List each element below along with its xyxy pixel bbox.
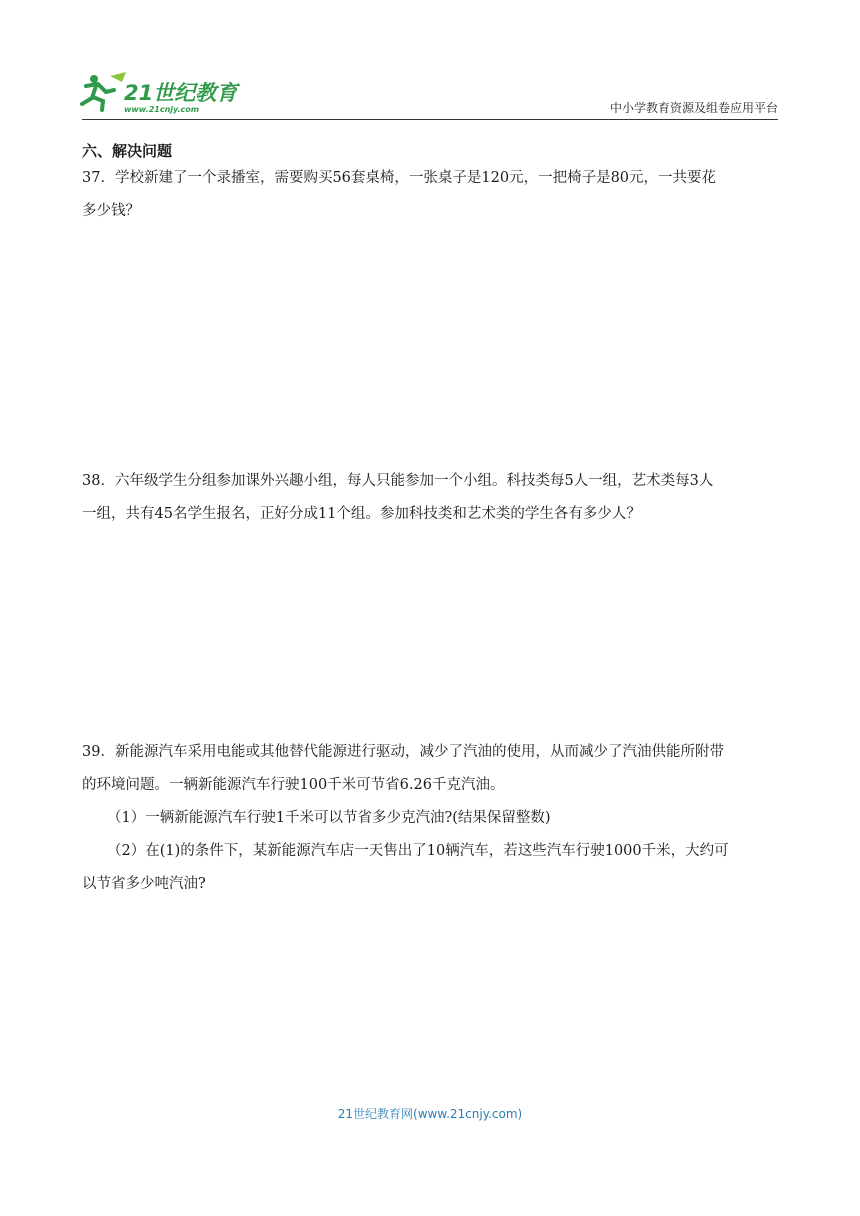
footer-link[interactable]: 21世纪教育网(www.21cnjy.com): [337, 1107, 523, 1121]
question-38: [82, 465, 778, 531]
question-line: 一组，共有45名学生报名，正好分成11个组。参加科技类和艺术类的学生各有多少人？: [82, 506, 641, 522]
site-logo: [76, 70, 246, 115]
logo-url: www.21cnjy.com: [124, 105, 200, 114]
question-line: 的环境问题。一辆新能源汽车行驶100千米可节省6.26千克汽油。: [82, 777, 505, 793]
platform-name: 中小学教育资源及组卷应用平台: [609, 101, 778, 115]
question-line: 37．学校新建了一个录播室，需要购买56套桌椅，一张桌子是120元，一把椅子是80元，一共要花: [82, 170, 717, 186]
question-line: 以节省多少吨汽油?: [82, 876, 206, 892]
section-title: 六、解决问题: [82, 142, 173, 160]
question-37: [82, 162, 778, 228]
question-39: [82, 736, 778, 901]
question-line: 38．六年级学生分组参加课外兴趣小组，每人只能参加一个小组。科技类每5人一组，艺术类每3人: [82, 473, 714, 489]
question-line: 39．新能源汽车采用电能或其他替代能源进行驱动，减少了汽油的使用，从而减少了汽油供能所附带: [82, 744, 724, 760]
runner-icon: [82, 72, 126, 110]
header-divider: [82, 119, 778, 120]
sub-question-2: （2）在(1)的条件下，某新能源汽车店一天售出了10辆汽车，若这些汽车行驶1000千米，大约可: [107, 843, 729, 859]
question-line: 多少钱？: [82, 203, 140, 219]
logo-text: 21世纪教育: [124, 81, 238, 105]
sub-question-1: （1）一辆新能源汽车行驶1千米可以节省多少克汽油?(结果保留整数): [107, 810, 551, 826]
